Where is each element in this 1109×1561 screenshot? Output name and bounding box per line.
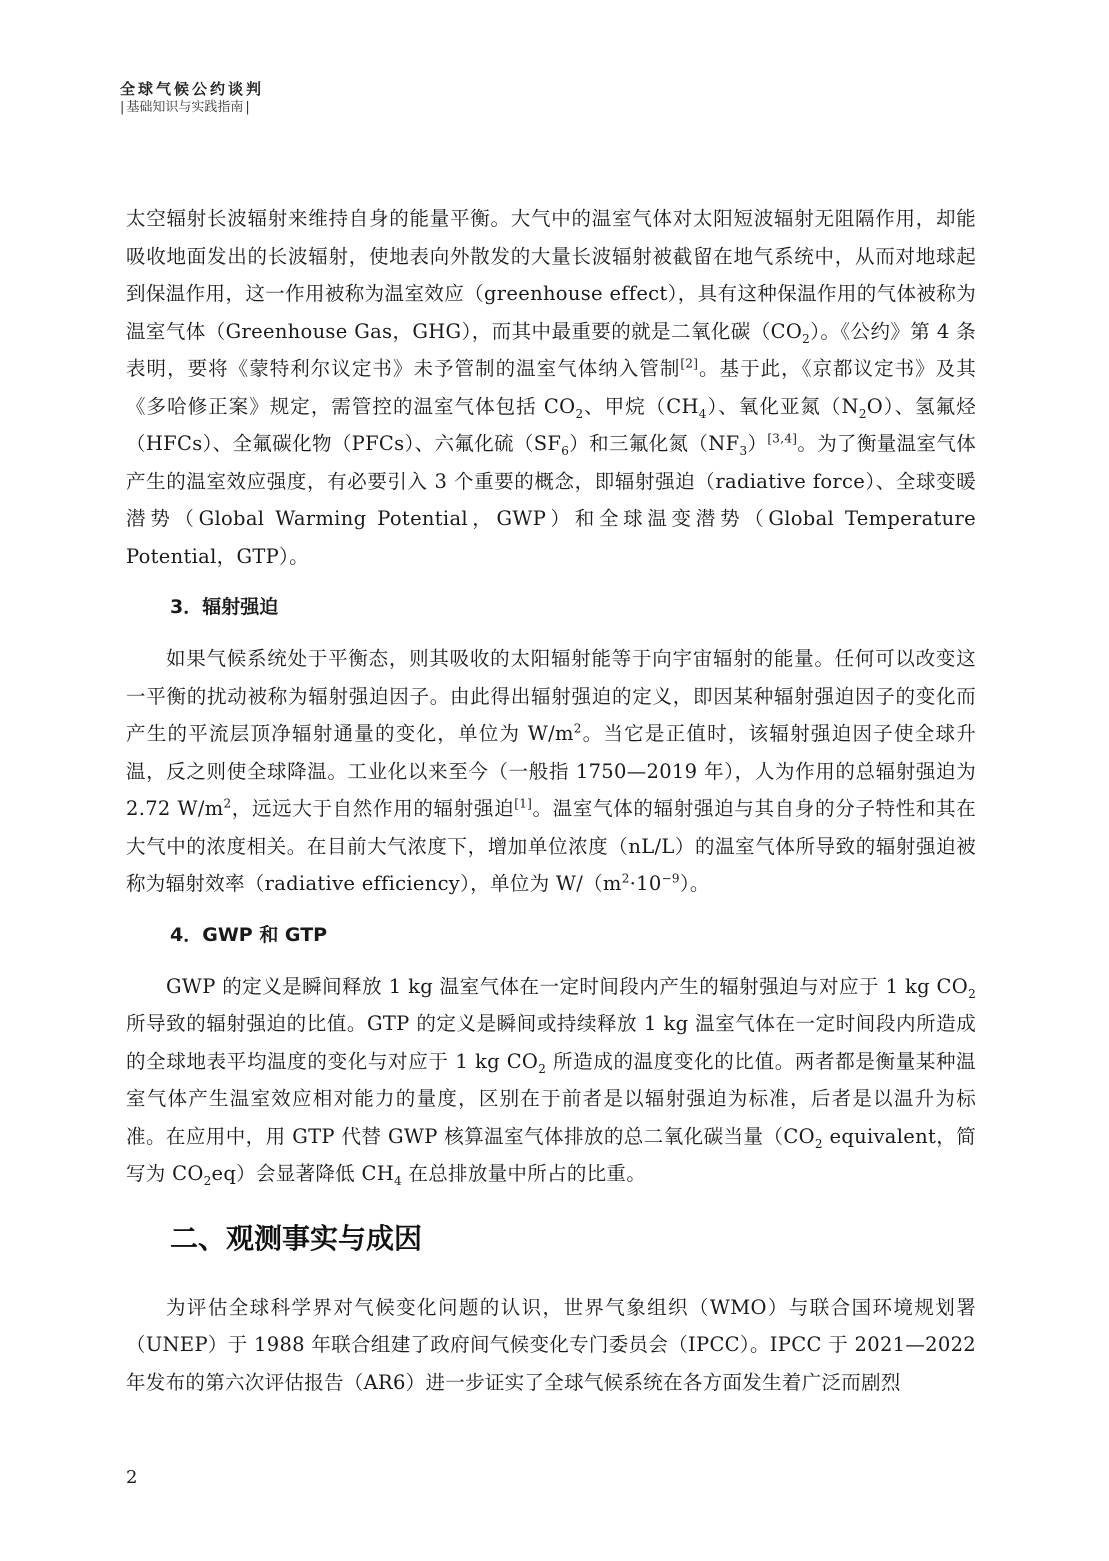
section-heading-observations: 二、观测事实与成因 <box>170 1221 423 1255</box>
subheading-gwp-gtp: 4．GWP 和 GTP <box>170 923 328 946</box>
citation-ref: [1] <box>514 796 533 811</box>
paragraph-radiative-forcing: 如果气候系统处于平衡态，则其吸收的太阳辐射能等于向宇宙辐射的能量。任何可以改变这一平衡的扰动被称为辐射强迫因子。由此得出辐射强迫的定义，即因某种辐射强迫因子的变化而产生的平流层顶净辐射通量的变化，单位为 $W/m^2$。当它是正值时，该辐射强迫因子使全球升温，反之则使全球降温。工业化以来至今（一般指 1750—2019 年），人为作用的总辐射强迫为 2.72 $W/m^2$，远远大于自然作用的辐射强迫[1]。温室气体的辐射强迫与其自身的分子特性和其在大气中的浓度相关。在目前大气浓度下，增加单位浓度（nL/L）的温室气体所导致的辐射强迫被称为辐射效率（radiative efficiency），单位为 $W/(m^2\cdot 10^{-9})$。 <box>126 647 977 895</box>
subtitle-text: 基础知识与实践指南 <box>126 100 244 115</box>
citation-ref: [2] <box>680 356 699 371</box>
paragraph-greenhouse-effect: 太空辐射长波辐射来维持自身的能量平衡。大气中的温室气体对太阳短波辐射无阻隔作用，却能吸收地面发出的长波辐射，使地表向外散发的大量长波辐射被截留在地气系统中，从而对地球起到保温作用，这一作用被称为温室效应（greenhouse effect），具有这种保温作用的气体被称为温室气体（Greenhouse Gas，GHG），而其中最重要的就是二氧化碳$(CO_2)$。《公约》第 4 条表明，要将《蒙特利尔议定书》未予管制的温室气体纳入管制[2]。基于此，《京都议定书》及其《多哈修正案》规定，需管控的温室气体包括 $CO_2$、甲烷$(CH_4)$、氧化亚氮$(N_2O)$、氢氟烃（HFCs）、全氟碳化物（PFCs）、六氟化硫$(SF_6)$和三氟化氮$(NF_3)[3,4]$。为了衡量温室气体产生的温室效应强度，有必要引入 3 个重要的概念，即辐射强迫（radiative force）、全球变暖潜势（Global Warming Potential，GWP）和全球温变潜势（Global Temperature Potential，GTP）。 <box>126 207 977 568</box>
page-number: 2 <box>126 1467 138 1488</box>
paragraph-ipcc: 为评估全球科学界对气候变化问题的认识，世界气象组织（WMO）与联合国环境规划署（UNEP）于 1988 年联合组建了政府间气候变化专门委员会（IPCC）。IPCC 于 2021—2022 年发布的第六次评估报告（AR6）进一步证实了全球气候系统在各方面发生着广泛而剧烈 <box>126 1295 976 1394</box>
book-subtitle <box>120 100 264 116</box>
subtitle-bar-right: | <box>245 100 250 115</box>
subtitle-bar-left: | <box>120 100 125 115</box>
book-title: 全球气候公约谈判 <box>120 80 265 98</box>
paragraph-gwp-gtp: GWP 的定义是瞬间释放 1 kg 温室气体在一定时间段内产生的辐射强迫与对应于 1 kg $CO_2$ 所导致的辐射强迫的比值。GTP 的定义是瞬间或持续释放 1 kg 温室气体在一定时间段内所造成的全球地表平均温度的变化与对应于 1 kg $CO_2$ 所造成的温度变化的比值。两者都是衡量某种温室气体产生温室效应相对能力的量度，区别在于前者是以辐射强迫为标准，后者是以温升为标准。在应用中，用 GTP 代替 GWP 核算温室气体排放的总二氧化碳当量（$CO_2$ equivalent，简写为 $CO_2eq$）会显著降低 $CH_4$ 在总排放量中所占的比重。 <box>126 974 976 1188</box>
running-head <box>120 80 264 116</box>
body-text <box>126 200 976 1401</box>
citation-ref: [3,4] <box>767 431 798 446</box>
subheading-radiative-forcing: 3．辐射强迫 <box>170 596 279 618</box>
